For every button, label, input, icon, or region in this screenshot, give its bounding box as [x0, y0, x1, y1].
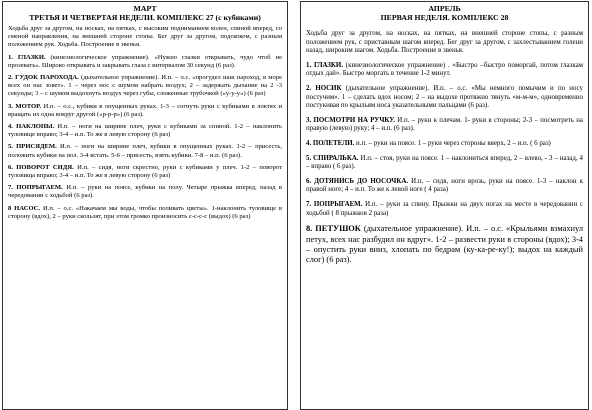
exercise-item — [306, 201, 583, 218]
exercise-title: 4. ПОЛЕТЕЛИ. — [306, 139, 355, 147]
exercise-title: 2. ГУДОК ПАРОХОДА. — [8, 74, 79, 82]
march-content — [3, 2, 287, 221]
exercise-title: 3. ПОСМОТРИ НА РУЧКУ. — [306, 116, 395, 124]
exercise-item — [306, 224, 583, 266]
exercise-title: 8 НАСОС. — [8, 204, 41, 212]
exercise-text: И.п. – о.с., кубики в опущенных руках. 1-3 – согнуть руки с кубиками в локтях и вращать их одна вокруг другой («р-р-р») (6 раз). — [8, 102, 282, 118]
week-title: ПЕРВАЯ НЕДЕЛЯ. КОМПЛЕКС 28 — [380, 13, 509, 22]
exercise-text: (кинезиологическое упражнение). «Нужно глазки открывать, чудо чтоб не прозевать». Широко открывать и закрывать глаза с интервалом 30 секунд (6 раз). — [8, 53, 282, 69]
exercise-text: И.п. – сидя, ноги врозь, руки на поясе. 1-3 – наклон к правой ноге; 4 – и.п. То же к левой ноге ( 4 раза) — [306, 177, 583, 194]
exercise-item — [8, 205, 282, 221]
exercise-title: 6. ДОТЯНИСЬ ДО НОСОЧКА. — [306, 177, 409, 185]
exercise-text: И.п. – руки на поясе, кубики на полу. Четыре прыжка вперед, назад в чередовании с ходьбой (6 раз). — [8, 184, 282, 200]
april-content — [301, 2, 588, 266]
exercise-item — [306, 85, 583, 111]
exercise-title: 5. ПРИСЯДЕМ. — [8, 143, 57, 151]
exercise-title: 4. НАКЛОНЫ. — [8, 123, 55, 131]
exercise-title: 3. МОТОР. — [8, 102, 42, 110]
exercise-text: (кинезиологическое упражнение) . «Быстро –быстро поморгай, потом глазкам отдых дай». Быстро моргать в течение 1-2 минут. — [306, 61, 583, 78]
exercise-text: (дыхательное упражнение). И.п. – о.с. «Мы немного помычим и по носу постучим». 1 – сделать вдох носом; 2 – на выдохе протяжно тянуть «м-м-м», одновременно постукивая по крыльям носа указательными пальцами (6 раз). — [306, 84, 583, 110]
exercise-item — [8, 143, 282, 159]
exercise-title: 8. ПЕТУШОК — [306, 224, 361, 234]
exercise-text: И.п. – руки к плечам. 1- руки в стороны; 2-3 – посмотреть на правую (левую) руку; 4 – и.п. (6 раз). — [306, 116, 583, 133]
exercise-item — [306, 62, 583, 79]
march-panel — [2, 1, 288, 410]
intro-text: Ходьба друг за другом, на носках, на пятках, с высоким подниманием колен, спиной вперед, со сменой направления, на внешней стороне стопы. Бег друг за другом, подскоком, с разным положением рук. Ходьба. Построение в звенья. — [8, 25, 282, 49]
exercise-item — [306, 155, 583, 172]
month-title: МАРТ — [133, 4, 157, 13]
april-panel — [300, 1, 589, 410]
exercise-item — [8, 164, 282, 180]
exercise-item — [8, 123, 282, 139]
exercise-item — [306, 178, 583, 195]
exercise-text: И.п. – стоя, руки на поясе. 1 – наклониться вперед, 2 – влево, - 3 – назад, 4 – вправо ( 6 раз). — [306, 154, 583, 171]
exercise-text: И.п. – сидя, ноги скрестно, руки с кубиками у плеч. 1-2 – поворот туловища вправо; 3-4 – и.п. То же в левую сторону (6 раз) — [8, 163, 282, 180]
exercise-item — [306, 117, 583, 134]
exercise-item — [8, 74, 282, 99]
exercise-title: 7. ПОПРЫГАЕМ. — [306, 200, 363, 208]
exercise-title: 7. ПОПРЫГАЕМ. — [8, 184, 63, 192]
exercise-title: 6. ПОВОРОТ СИДЯ. — [8, 163, 74, 171]
intro-text: Ходьба друг за другом, на носках, на пятках, на внешней стороне стопы, с разным положением рук, с приставным шагом вперед. Бег друг за другом, с захлестыванием голени назад, широким шагом. Ходьба. Построение в звенья. — [306, 30, 583, 55]
exercise-item — [306, 140, 583, 149]
exercise-item — [8, 184, 282, 200]
exercise-item — [8, 103, 282, 119]
exercise-text: и.п. – руки на поясе. 1 – руки через стороны вверх, 2 – и.п. ( 6 раз) — [354, 139, 551, 147]
exercise-title: 2. НОСИК — [306, 84, 342, 92]
week-title: ТРЕТЬЯ И ЧЕТВЕРТАЯ НЕДЕЛИ. КОМПЛЕКС 27 (с кубиками) — [29, 13, 261, 22]
month-title: АПРЕЛЬ — [428, 4, 461, 13]
exercise-title: 1. ГЛАЗКИ. — [306, 61, 343, 69]
exercise-text: (дыхательное упражнение). И.п. – о.с. «прогудел наш пароход, в море всех он нас зовет». 1 – через нос с шумом набрать воздух; 2 – задержать дыхание на 2 -3 секунды; 3 – с шумом выдохнуть воздух через губы, сложенные трубочкой («у-у-у») (6 раз) — [8, 74, 282, 98]
exercise-text: И.п. – о.с. «Накачаем мы воды, чтобы поливать цветы». 1-наклонить туловище в сторону (вдох), 2 – руки скользят, при этом громко произносить с-с-с-с (выдох) (6 раз) — [8, 204, 282, 220]
exercise-text: И.п. – ноги на ширине плеч, кубики в опущенных руках. 1-2 – присесть, положить кубики на пол. 3-4 встать. 5-6 – присесть, взять кубики. 7-8 – и.п. (6 раз). — [8, 143, 282, 159]
exercise-title: 1. ГЛАЗКИ. — [8, 53, 46, 61]
exercise-item — [8, 54, 282, 70]
exercise-text: (дыхательное упражнение). И.п. – о.с. «Крыльями взмахнул петух, всех нас разбудил он вдруг». 1-2 – развести руки в стороны (вдох); 3-4 – опустить руки вниз, хлопать по бедрам (ку-ка-ре-ку!); выдох на каждый слог) (6 раз). — [306, 224, 583, 265]
exercise-title: 5. СПИРАЛЬКА. — [306, 154, 359, 162]
exercise-text: И.п. – руки за спину. Прыжки на двух ногах на месте в чередовании с ходьбой ( 8 прыжков 2 раза) — [306, 200, 583, 217]
exercise-text: И.п. – ноги на ширине плеч, руки с кубиками за спиной. 1-2 – наклонить туловище вправо; 3-4 – и.п. То же в левую сторону (6 раз) — [8, 123, 282, 139]
